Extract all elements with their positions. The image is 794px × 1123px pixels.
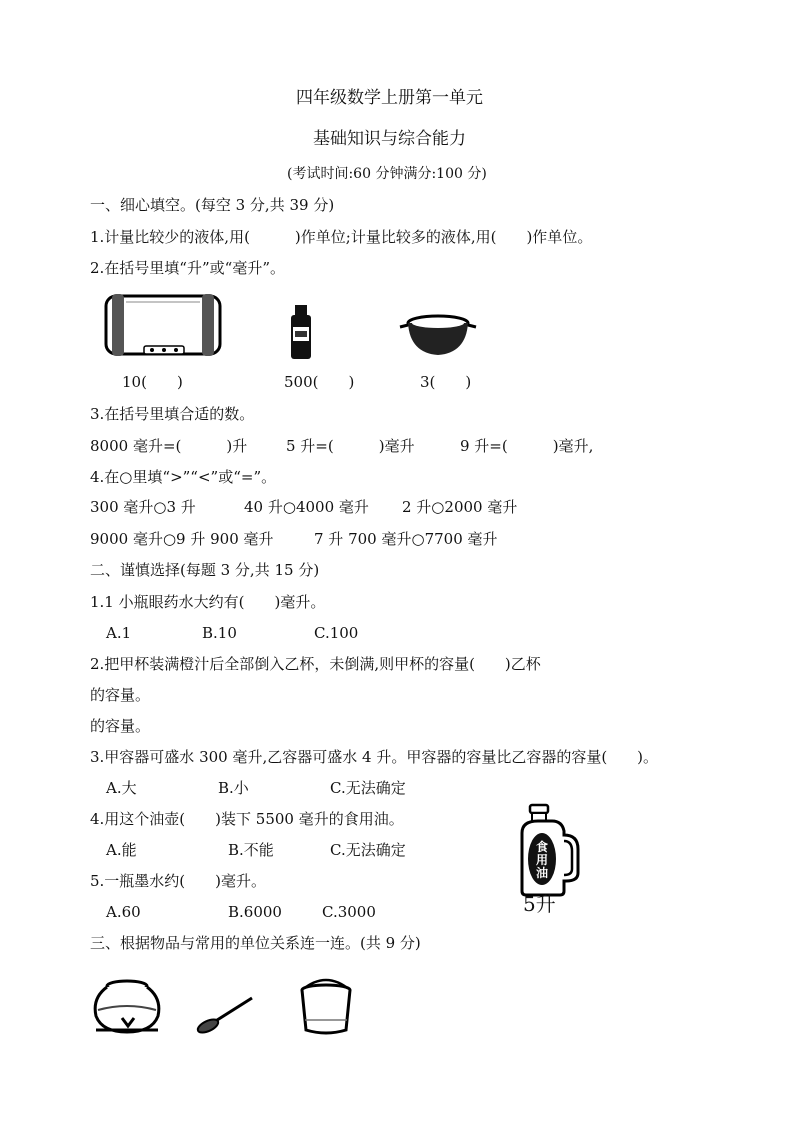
page-subtitle: 基础知识与综合能力 [313, 129, 466, 149]
medicine-bottle-image [288, 305, 314, 359]
s2-question-2-line1: 2.把甲杯装满橙汁后全部倒入乙杯，未倒满,则甲杯的容量( )乙杯 [90, 655, 541, 673]
pot-image [398, 313, 478, 359]
s2-q3-option-b: B.小 [218, 779, 249, 797]
s2-q1-option-b: B.10 [202, 624, 237, 642]
s2-question-1: 1.1 小瓶眼药水大约有( )毫升。 [90, 593, 326, 611]
section3-heading: 三、根据物品与常用的单位关系连一连。(共 9 分) [90, 934, 421, 952]
s2-q5-option-b: B.6000 [228, 903, 282, 921]
s1-question-1: 1.计量比较少的液体,用( )作单位;计量比较多的液体,用( )作单位。 [90, 228, 593, 246]
s2-q4-option-c: C.无法确定 [330, 841, 406, 859]
s2-q1-option-a: A.1 [106, 624, 132, 642]
exam-info: (考试时间:60 分钟满分:100 分) [287, 166, 487, 182]
section2-heading: 二、谨慎选择(每题 3 分,共 15 分) [90, 561, 320, 579]
s2-q1-option-c: C.100 [314, 624, 359, 642]
s1-question-2: 2.在括号里填“升”或“毫升”。 [90, 259, 285, 277]
oil-can-image [516, 805, 586, 917]
s1-q4-row1-item-3: 2 升○2000 毫升 [402, 498, 518, 516]
s2-q5-option-a: A.60 [106, 903, 141, 921]
s2-q3-option-a: A.大 [106, 779, 137, 797]
section1-heading: 一、细心填空。(每空 3 分,共 39 分) [90, 196, 335, 214]
s2-question-2-line3: 的容量。 [90, 717, 151, 735]
s1-q2-item-3: 3( ) [420, 373, 472, 391]
oil-can-volume: 5升 [523, 892, 556, 916]
s1-q4-row2-item-1: 9000 毫升○9 升 900 毫升 [90, 530, 274, 548]
bucket-image [296, 976, 356, 1034]
jar-image [92, 980, 162, 1032]
s1-question-4: 4.在○里填“>”“<”或“=”。 [90, 468, 277, 486]
s2-q4-option-a: A.能 [106, 841, 137, 859]
s1-q4-row2-item-2: 7 升 700 毫升○7700 毫升 [314, 530, 498, 548]
s1-q2-item-2: 500( ) [284, 373, 355, 391]
s2-question-5: 5.一瓶墨水约( )毫升。 [90, 872, 267, 890]
s2-q4-option-b: B.不能 [228, 841, 274, 859]
s2-q5-option-c: C.3000 [322, 903, 376, 921]
water-heater-image [104, 290, 224, 360]
s1-question-3: 3.在括号里填合适的数。 [90, 405, 255, 423]
s2-q3-option-c: C.无法确定 [330, 779, 406, 797]
oil-can-label: 食用油 [535, 840, 548, 880]
s2-question-2-line2: 的容量。 [90, 686, 151, 704]
s1-q3-item-2: 5 升=( )毫升 [286, 437, 415, 455]
spoon-image [196, 996, 256, 1032]
s1-q4-row1-item-2: 40 升○4000 毫升 [244, 498, 369, 516]
s1-q2-item-1: 10( ) [122, 373, 183, 391]
page-title: 四年级数学上册第一单元 [296, 88, 483, 108]
s2-question-3: 3.甲容器可盛水 300 毫升,乙容器可盛水 4 升。甲容器的容量比乙容器的容量( )。 [90, 748, 659, 766]
s2-question-4: 4.用这个油壶( )装下 5500 毫升的食用油。 [90, 810, 404, 828]
s1-q3-item-3: 9 升=( )毫升, [460, 437, 594, 455]
s1-q3-item-1: 8000 毫升=( )升 [90, 437, 248, 455]
s1-q4-row1-item-1: 300 毫升○3 升 [90, 498, 196, 516]
